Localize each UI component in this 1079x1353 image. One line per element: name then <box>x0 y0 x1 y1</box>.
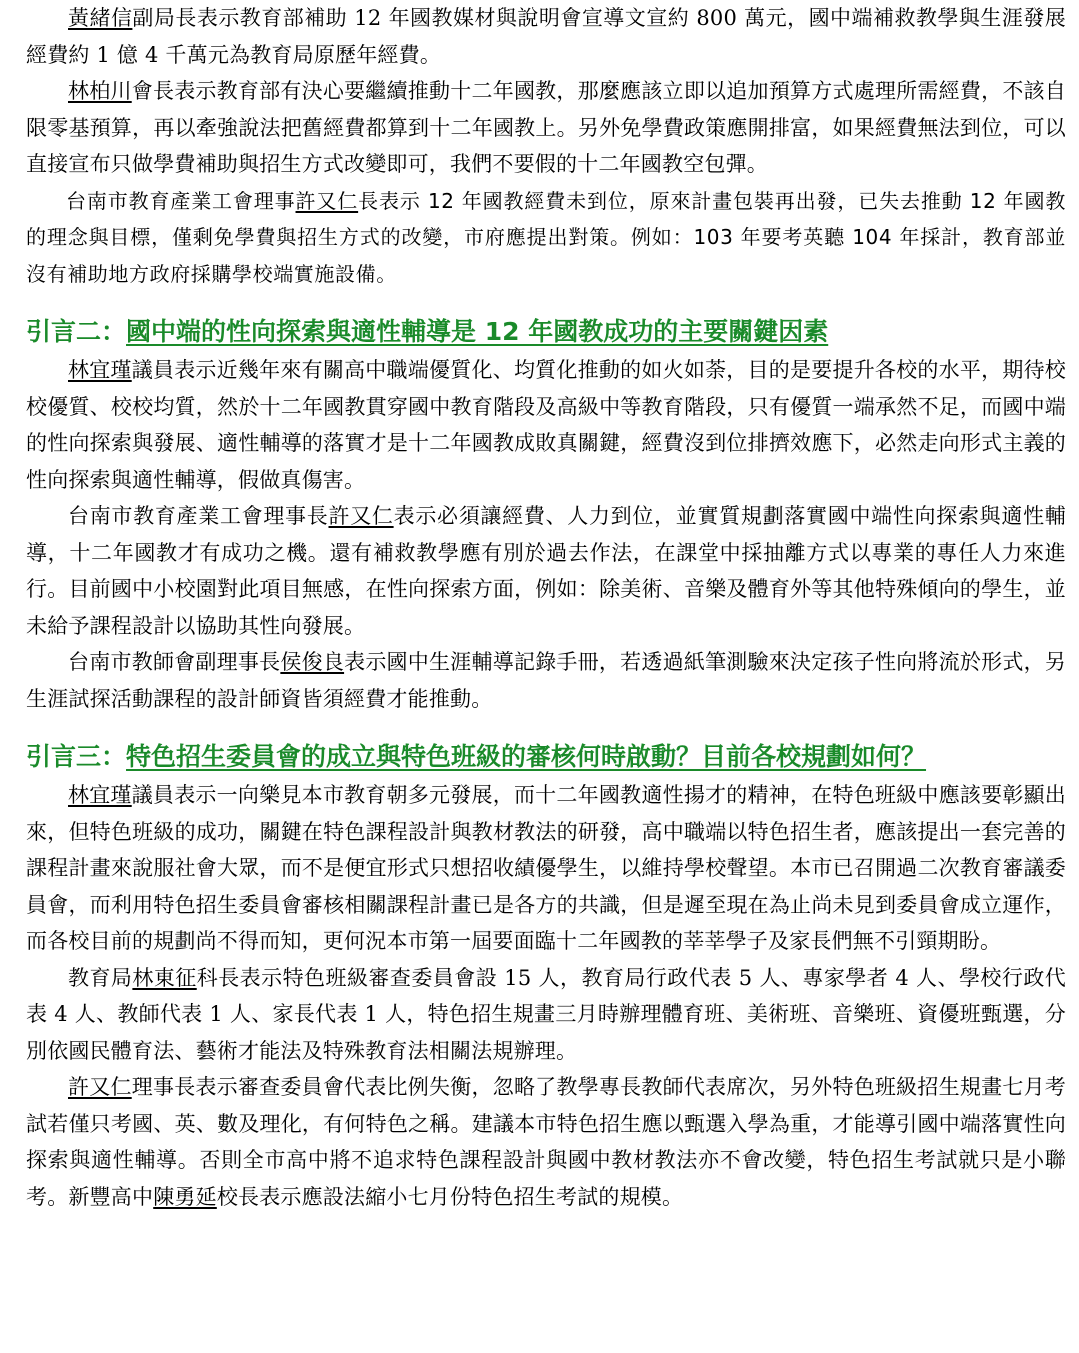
speaker-prefix: 台南市教育產業工會理事長 <box>68 504 329 528</box>
speaker-name: 林宜瑾 <box>68 783 132 807</box>
paragraph-xu-youren-budget <box>26 183 1066 293</box>
paragraph-lin-yijin-s3 <box>26 777 1066 960</box>
speaker-name: 林宜瑾 <box>68 358 132 382</box>
paragraph-text: 長表示 12 年國教經費未到位，原來計畫包裝再出發，已失去推動 12 年國教的理念與目標，僅剩免學費與招生方式的改變，市府應提出對策。例如：103 年要考英聽 104 年採計，教育部並沒有補助地方政府採購學校端實施設備。 <box>26 188 1066 286</box>
paragraph-lin-dongzheng <box>26 960 1066 1070</box>
paragraph-text: 理事長表示審查委員會代表比例失衡，忽略了教學專長教師代表席次，另外特色班級招生規畫七月考試若僅只考國、英、數及理化，有何特色之稱。建議本市特色招生應以甄選入學為重，才能導引國中端落實性向探索與適性輔導。否則全市高中將不追求特色課程設計與國中教材教法亦不會改變，特色招生考試就只是小聯考。新豐高中 <box>26 1075 1067 1209</box>
speaker-prefix: 台南市教師會副理事長 <box>68 650 281 674</box>
document-page <box>26 0 1066 1215</box>
paragraph-lin-bochuan <box>26 73 1066 183</box>
speaker-name: 許又仁 <box>68 1075 132 1099</box>
section-heading-2 <box>26 312 1066 352</box>
section-label: 引言三： <box>26 742 127 771</box>
section-heading-3 <box>26 737 1066 777</box>
section-spacer <box>26 292 1066 312</box>
paragraph-text: 表示國中生涯輔導記錄手冊，若透過紙筆測驗來決定孩子性向將流於形式，另生涯試探活動課程的設計師資皆須經費才能推動。 <box>26 650 1067 711</box>
speaker-name: 林東征 <box>132 965 197 990</box>
paragraph-lin-yijin-s2 <box>26 352 1066 498</box>
speaker-name: 許又仁 <box>328 504 394 528</box>
paragraph-text-end: 校長表示應設法縮小七月份特色招生考試的規模。 <box>216 1184 684 1209</box>
paragraph-hou-junliang <box>26 644 1066 717</box>
speaker-prefix: 台南市教育產業工會理事 <box>66 188 296 213</box>
speaker-name: 侯俊良 <box>280 650 345 674</box>
speaker-name: 林柏川 <box>68 79 132 103</box>
speaker-name-chen-yongyan: 陳勇延 <box>153 1184 217 1209</box>
section-title: 國中端的性向探索與適性輔導是 12 年國教成功的主要關鍵因素 <box>126 317 829 346</box>
speaker-name: 黃緒信 <box>68 6 133 30</box>
paragraph-text: 會長表示教育部有決心要繼續推動十二年國教，那麼應該立即以追加預算方式處理所需經費，不該自限零基預算，再以牽強說法把舊經費都算到十二年國教上。另外免學費政策應開排富，如果經費無法到位，可以直接宣布只做學費補助與招生方式改變即可，我們不要假的十二年國教空包彈。 <box>26 79 1067 176</box>
speaker-prefix: 教育局 <box>68 965 133 990</box>
paragraph-text: 議員表示近幾年來有關高中職端優質化、均質化推動的如火如荼，目的是要提升各校的水平，期待校校優質、校校均質，然於十二年國教貫穿國中教育階段及高級中等教育階段，只有優質一端承然不足，而國中端的性向探索與發展、適性輔導的落實才是十二年國教成敗真關鍵，經費沒到位排擠效應下，必然走向形式主義的性向探索與適性輔導，假做真傷害。 <box>26 358 1067 492</box>
paragraph-text: 科長表示特色班級審查委員會設 15 人，教育局行政代表 5 人、專家學者 4 人、學校行政代表 4 人、教師代表 1 人、家長代表 1 人，特色招生規畫三月時辦理體育班、美術班、音樂班、資優班甄選，分別依國民體育法、藝術才能法及特殊教育法相關法規辦理。 <box>26 965 1066 1063</box>
paragraph-text: 副局長表示教育部補助 12 年國教媒材與說明會宣導文宣約 800 萬元，國中端補救教學與生涯發展經費約 1 億 4 千萬元為教育局原歷年經費。 <box>26 6 1066 67</box>
speaker-name: 許又仁 <box>295 188 359 213</box>
paragraph-text: 議員表示一向樂見本市教育朝多元發展，而十二年國教適性揚才的精神，在特色班級中應該要彰顯出來，但特色班級的成功，關鍵在特色課程設計與教材教法的研發，高中職端以特色招生者，應該提出一套完善的課程計畫來說服社會大眾，而不是便宜形式只想招收績優學生，以維持學校聲望。本市已召開過二次教育審議委員會，而利用特色招生委員會審核相關課程計畫已是各方的共識，但是遲至現在為止尚未見到委員會成立運作，而各校目前的規劃尚不得而知，更何況本市第一屆要面臨十二年國教的莘莘學子及家長們無不引頸期盼。 <box>26 783 1067 953</box>
paragraph-xu-youren-s3 <box>26 1069 1066 1215</box>
paragraph-text: 表示必須讓經費、人力到位，並實質規劃落實國中端性向探索與適性輔導，十二年國教才有成功之機。還有補救教學應有別於過去作法，在課堂中採抽離方式以專業的專任人力來進行。目前國中小校園對此項目無感，在性向探索方面，例如：除美術、音樂及體育外等其他特殊傾向的學生，並未給予課程設計以協助其性向發展。 <box>26 504 1066 638</box>
section-spacer <box>26 717 1066 737</box>
paragraph-huang-xuxin <box>26 0 1066 73</box>
section-label: 引言二： <box>26 317 127 346</box>
paragraph-xu-youren-s2 <box>26 498 1066 644</box>
section-title: 特色招生委員會的成立與特色班級的審核何時啟動？目前各校規劃如何？ <box>126 742 927 771</box>
